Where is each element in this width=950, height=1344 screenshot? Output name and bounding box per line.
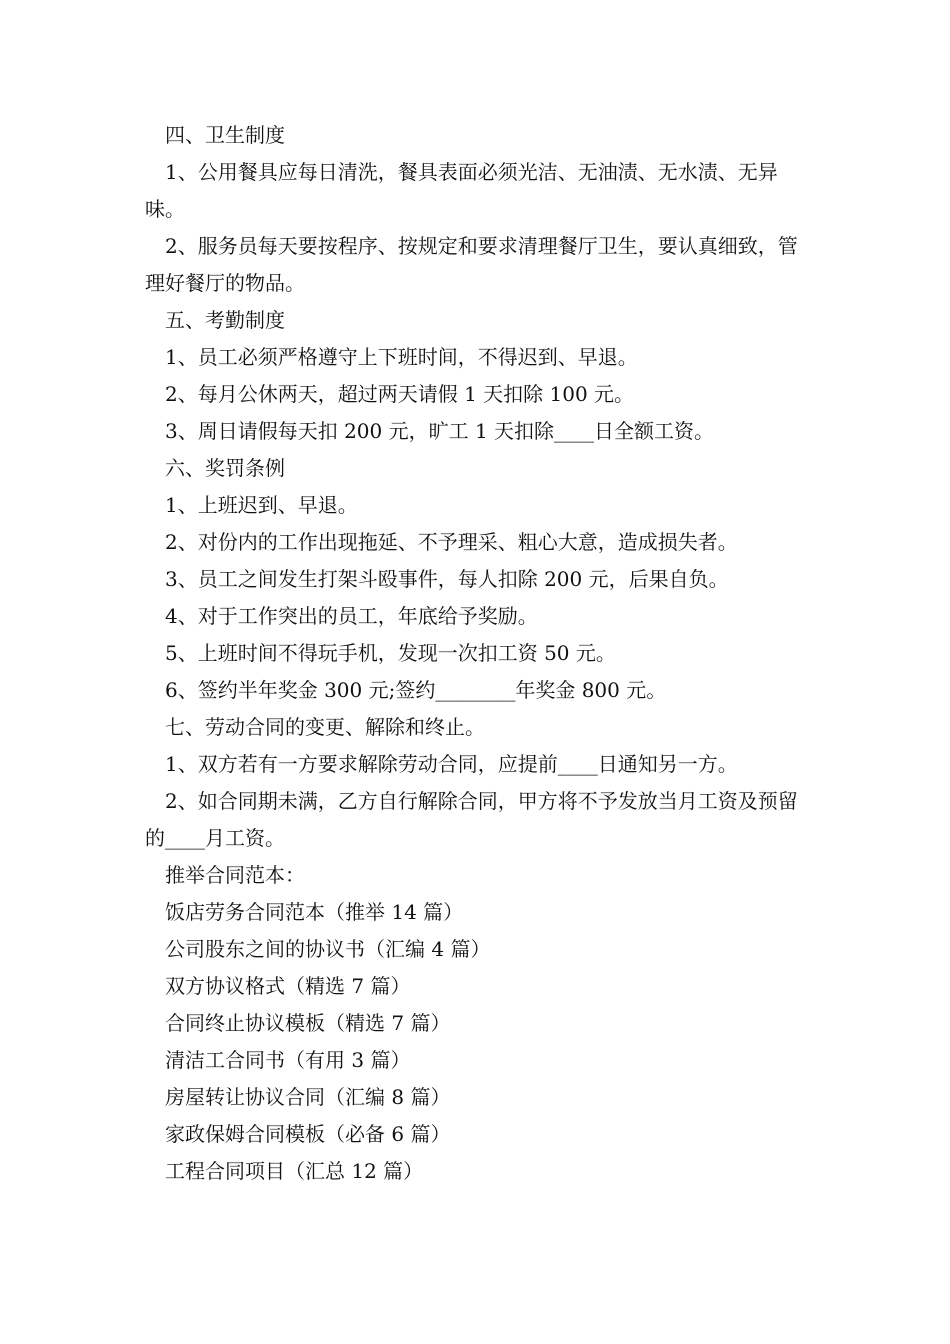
section-heading-rewards: 六、奖罚条例 [165,456,285,480]
paragraph: 4、对于工作突出的员工，年底给予奖励。 [165,604,538,628]
paragraph: 1、双方若有一方要求解除劳动合同，应提前____日通知另一方。 [165,752,738,776]
paragraph: 2、服务员每天要按程序、按规定和要求清理餐厅卫生，要认真细致，管理好餐厅的物品。 [145,234,798,295]
recommended-link[interactable]: 工程合同项目（汇总 12 篇） [165,1159,424,1183]
paragraph: 1、公用餐具应每日清洗，餐具表面必须光洁、无油渍、无水渍、无异味。 [145,160,778,221]
section-heading-attendance: 五、考勤制度 [165,308,285,332]
recommended-heading: 推举合同范本： [165,863,305,887]
section-heading-hygiene: 四、卫生制度 [165,123,285,147]
paragraph: 1、上班迟到、早退。 [165,493,358,517]
recommended-link[interactable]: 双方协议格式（精选 7 篇） [165,974,411,998]
paragraph: 6、签约半年奖金 300 元;签约________年奖金 800 元。 [165,678,667,702]
recommended-link[interactable]: 饭店劳务合同范本（推举 14 篇） [165,900,464,924]
recommended-link[interactable]: 清洁工合同书（有用 3 篇） [165,1048,411,1072]
paragraph: 2、每月公休两天，超过两天请假 1 天扣除 100 元。 [165,382,635,406]
document-body [145,117,810,1190]
recommended-link[interactable]: 合同终止协议模板（精选 7 篇） [165,1011,451,1035]
recommended-link[interactable]: 公司股东之间的协议书（汇编 4 篇） [165,937,491,961]
paragraph: 1、员工必须严格遵守上下班时间，不得迟到、早退。 [165,345,638,369]
recommended-link[interactable]: 房屋转让协议合同（汇编 8 篇） [165,1085,451,1109]
paragraph: 5、上班时间不得玩手机，发现一次扣工资 50 元。 [165,641,616,665]
paragraph: 2、如合同期未满，乙方自行解除合同，甲方将不予发放当月工资及预留的____月工资。 [145,789,798,850]
section-heading-contract-changes: 七、劳动合同的变更、解除和终止。 [165,715,485,739]
paragraph: 3、员工之间发生打架斗殴事件，每人扣除 200 元，后果自负。 [165,567,729,591]
paragraph: 2、对份内的工作出现拖延、不予理采、粗心大意，造成损失者。 [165,530,738,554]
recommended-link[interactable]: 家政保姆合同模板（必备 6 篇） [165,1122,451,1146]
paragraph: 3、周日请假每天扣 200 元，旷工 1 天扣除____日全额工资。 [165,419,715,443]
